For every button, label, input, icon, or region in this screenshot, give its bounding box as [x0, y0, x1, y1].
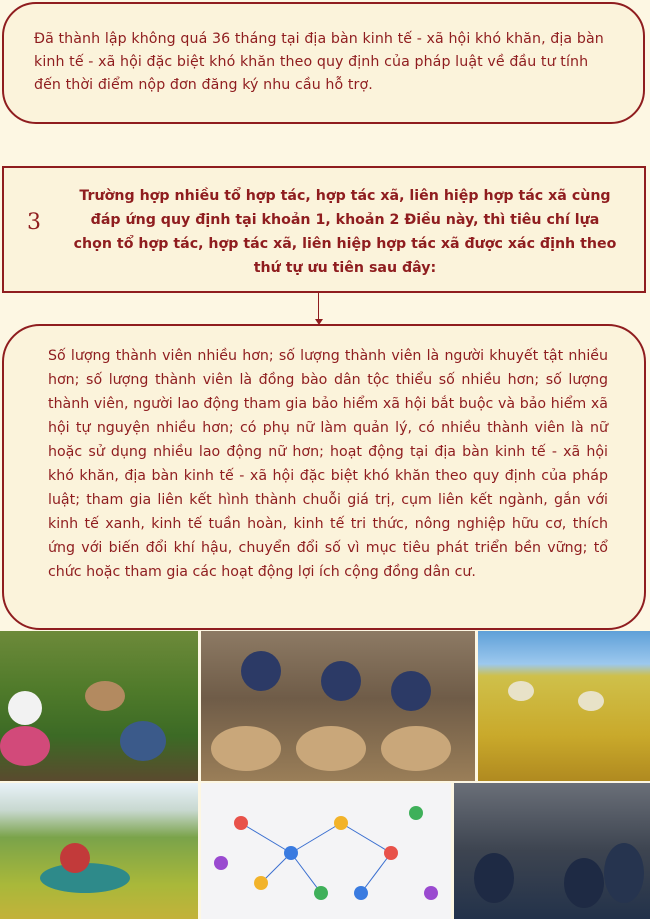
eligibility-text: Đã thành lập không quá 36 tháng tại địa bàn kinh tế - xã hội khó khăn, địa bàn kinh tế - xã hội đặc biệt khó khăn theo quy định của pháp luật về đầu tư tính đến thời điểm nộp đơn đăng ký nhu cầu hỗ trợ.	[34, 31, 604, 93]
network-icon	[201, 783, 451, 919]
connector-line	[318, 293, 319, 322]
network-people-photo	[201, 783, 451, 919]
rice-harvest-photo	[478, 631, 650, 781]
tractor-field-photo	[0, 783, 198, 919]
criteria-box	[2, 166, 646, 293]
priority-text: Số lượng thành viên nhiều hơn; số lượng thành viên là người khuyết tật nhiều hơn; số lượng thành viên là đồng bào dân tộc thiểu số nhiều hơn; số lượng thành viên, người lao động tham gia bảo hiểm xã hội bắt buộc và bảo hiểm xã hội tự nguyện nhiều hơn; có phụ nữ làm quản lý, có nhiều thành viên là nữ hoặc sử dụng nhiều lao động nữ hơn; hoạt động tại địa bàn kinh tế - xã hội khó khăn, địa bàn kinh tế - xã hội đặc biệt khó khăn theo quy định của pháp luật; tham gia liên kết hình thành chuỗi giá trị, cụm liên kết ngành, gắn với kinh tế xanh, kinh tế tuần hoàn, kinh tế tri thức, nông nghiệp hữu cơ, thích ứng với biến đổi khí hậu, chuyển đổi số vì mục tiêu phát triển bền vững; tổ chức hoặc tham gia các hoạt động lợi ích cộng đồng dân cư.	[48, 348, 608, 580]
workers-sorting-rice-photo	[201, 631, 475, 781]
eligibility-box	[2, 2, 645, 124]
priority-box	[2, 324, 646, 630]
criteria-number: 3	[27, 210, 41, 235]
factory-workers-photo	[454, 783, 650, 919]
criteria-title: Trường hợp nhiều tổ hợp tác, hợp tác xã, liên hiệp hợp tác xã cùng đáp ứng quy định tại khoản 1, khoản 2 Điều này, thì tiêu chí lựa chọn tổ hợp tác, hợp tác xã, liên hiệp hợp tác xã được xác định theo thứ tự ưu tiên sau đây:	[73, 188, 617, 276]
photo-collage	[0, 631, 650, 919]
farmers-in-field-photo	[0, 631, 198, 781]
